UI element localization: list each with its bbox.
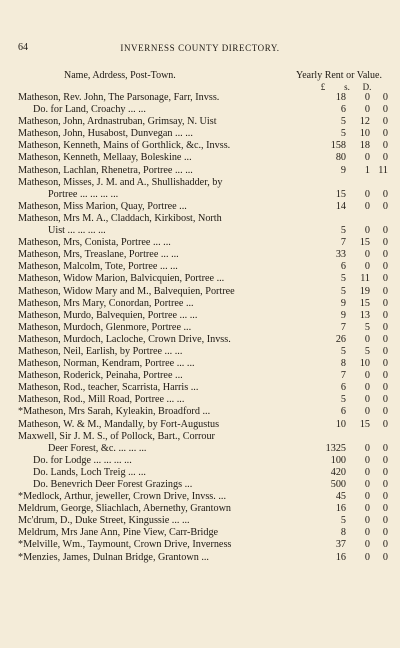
entry-pence: 0 [382, 442, 388, 454]
entry-pence: 0 [382, 225, 388, 237]
entry-shillings: 0 [364, 225, 370, 237]
entry-shillings: 5 [364, 345, 370, 357]
entry-text: Matheson, John, Ardnastruban, Grimsay, N. Uist [18, 116, 217, 128]
entry-text: Matheson, Roderick, Peinaha, Portree ... [18, 370, 183, 382]
list-item [18, 503, 386, 515]
list-item [18, 249, 386, 261]
entry-shillings: 0 [364, 333, 370, 345]
entry-pence: 0 [382, 285, 388, 297]
entry-pence: 0 [382, 370, 388, 382]
entry-pence: 0 [382, 297, 388, 309]
list-item [18, 346, 386, 358]
list-item [18, 382, 386, 394]
page-title: INVERNESS COUNTY DIRECTORY. [120, 43, 280, 53]
entry-shillings: 0 [364, 454, 370, 466]
entry-shillings: 0 [364, 503, 370, 515]
entry-text: Matheson, Neil, Earlish, by Portree ... ... [18, 345, 183, 357]
list-item [18, 201, 386, 213]
entry-shillings: 18 [359, 140, 370, 152]
entry-pence: 0 [382, 515, 388, 527]
entry-shillings: 10 [359, 128, 370, 140]
entry-text: Matheson, Malcolm, Tote, Portree ... ... [18, 261, 178, 273]
entry-pence: 0 [382, 309, 388, 321]
list-item [18, 491, 386, 503]
entry-text: *Matheson, Mrs Sarah, Kyleakin, Broadford ... [18, 406, 211, 418]
entry-text: Deer Forest, &c. ... ... ... [48, 442, 147, 454]
entry-shillings: 0 [364, 104, 370, 116]
entry-pence: 0 [382, 188, 388, 200]
entry-pounds: 7 [340, 237, 346, 249]
entry-shillings: 15 [359, 418, 370, 430]
entry-pounds: 80 [335, 152, 346, 164]
list-item [18, 527, 386, 539]
list-item [18, 177, 386, 189]
list-item [18, 104, 386, 116]
entry-shillings: 0 [364, 515, 370, 527]
entry-text: Matheson, Norman, Kendram, Portree ... ... [18, 358, 195, 370]
entry-pounds: 15 [335, 188, 346, 200]
list-item [18, 539, 386, 551]
entry-shillings: 0 [364, 466, 370, 478]
entry-pence: 0 [382, 358, 388, 370]
entry-shillings: 0 [364, 152, 370, 164]
list-item [18, 189, 386, 201]
entry-shillings: 0 [364, 200, 370, 212]
entry-pence: 0 [382, 273, 388, 285]
list-item [18, 261, 386, 273]
entry-shillings: 0 [364, 551, 370, 563]
entry-pounds: 8 [340, 358, 346, 370]
entry-pounds: 10 [335, 418, 346, 430]
entry-pence: 0 [382, 539, 388, 551]
entry-text: Meldrum, George, Sliachlach, Abernethy, Grantown [18, 503, 232, 515]
entry-pounds: 9 [340, 297, 346, 309]
entry-shillings: 0 [364, 539, 370, 551]
list-item [18, 116, 386, 128]
list-item [18, 419, 386, 431]
entry-pence: 0 [382, 551, 388, 563]
entry-text: Matheson, Murdoch, Lacloche, Crown Drive, Invss. [18, 333, 231, 345]
entry-shillings: 0 [364, 491, 370, 503]
entry-shillings: 0 [364, 406, 370, 418]
entry-text: Matheson, Mrs, Conista, Portree ... ... [18, 237, 171, 249]
entry-text: Matheson, Kenneth, Mains of Gorthlick, &c., Invss. [18, 140, 231, 152]
entry-shillings: 0 [364, 249, 370, 261]
entry-pounds: 5 [340, 394, 346, 406]
entry-shillings: 0 [364, 394, 370, 406]
entry-pounds: 1325 [325, 442, 346, 454]
entry-text: Mc'drum, D., Duke Street, Kingussie ... ... [18, 515, 190, 527]
entry-text: Matheson, Mrs Mary, Conordan, Portree ... [18, 297, 194, 309]
list-item [18, 128, 386, 140]
list-item [18, 298, 386, 310]
entry-pence: 0 [382, 104, 388, 116]
entry-text: Matheson, Lachlan, Rhenetra, Portree ... ... [18, 164, 193, 176]
entry-pence: 0 [382, 128, 388, 140]
entry-text: Matheson, Rod., teacher, Scarrista, Harris ... [18, 382, 199, 394]
entry-pounds: 100 [330, 454, 346, 466]
entry-pounds: 9 [340, 164, 346, 176]
list-item [18, 552, 386, 564]
entry-pence: 0 [382, 394, 388, 406]
entry-shillings: 0 [364, 188, 370, 200]
entry-text: Matheson, Rod., Mill Road, Portree ... ... [18, 394, 185, 406]
entry-pence: 0 [382, 382, 388, 394]
entry-pence: 0 [382, 454, 388, 466]
entry-text: Maxwell, Sir J. M. S., of Pollock, Bart., Corrour [18, 430, 215, 442]
entry-pounds: 7 [340, 370, 346, 382]
list-item [18, 515, 386, 527]
list-item [18, 431, 386, 443]
entry-pence: 0 [382, 140, 388, 152]
entry-shillings: 0 [364, 527, 370, 539]
entry-text: Matheson, W. & M., Mandally, by Fort-Augustus [18, 418, 220, 430]
entry-text: Matheson, Mrs M. A., Claddach, Kirkibost, North [18, 212, 222, 224]
entry-shillings: 0 [364, 261, 370, 273]
list-item [18, 358, 386, 370]
entry-pounds: 6 [340, 406, 346, 418]
entry-pence: 0 [382, 249, 388, 261]
entry-pence: 0 [382, 116, 388, 128]
entry-text: Matheson, Widow Mary and M., Balvequien, Portree [18, 285, 235, 297]
entry-text: Matheson, Miss Marion, Quay, Portree ... [18, 200, 187, 212]
list-item [18, 225, 386, 237]
entry-pounds: 6 [340, 382, 346, 394]
list-item [18, 273, 386, 285]
entry-pence: 0 [382, 321, 388, 333]
entry-text: Matheson, Kenneth, Mellaay, Boleskine ... [18, 152, 192, 164]
entry-text: Matheson, Rev. John, The Parsonage, Farr, Invss. [18, 92, 220, 103]
entry-pence: 0 [382, 503, 388, 515]
list-item [18, 394, 386, 406]
list-item [18, 152, 386, 164]
entry-pounds: 5 [340, 225, 346, 237]
entry-pence: 11 [378, 164, 388, 176]
list-item [18, 286, 386, 298]
entry-shillings: 15 [359, 297, 370, 309]
entry-pence: 0 [382, 333, 388, 345]
entry-shillings: 0 [364, 479, 370, 490]
list-item [18, 92, 386, 104]
list-item [18, 322, 386, 334]
list-item [18, 165, 386, 177]
entry-shillings: 13 [359, 309, 370, 321]
entry-text: Uist ... ... ... ... [48, 225, 106, 237]
entry-shillings: 19 [359, 285, 370, 297]
list-item [18, 455, 386, 467]
currency-units [318, 82, 386, 92]
entry-shillings: 0 [364, 442, 370, 454]
entry-text: Portree ... ... ... ... [48, 188, 119, 200]
entry-pence: 0 [382, 152, 388, 164]
list-item [18, 310, 386, 322]
page-header [18, 42, 382, 56]
list-item [18, 443, 386, 455]
entry-pence: 0 [382, 479, 388, 490]
entry-pounds: 6 [340, 104, 346, 116]
entry-pounds: 5 [340, 273, 346, 285]
column-header-rent: Yearly Rent or Value. [295, 70, 382, 81]
entry-text: Matheson, Widow Marion, Balvicquien, Portree ... [18, 273, 225, 285]
entry-pence: 0 [382, 237, 388, 249]
entry-pounds: 500 [330, 479, 346, 490]
entry-pounds: 420 [330, 466, 346, 478]
entry-text: Matheson, Murdoch, Glenmore, Portree ... [18, 321, 192, 333]
entry-text: Do. for Land, Croachy ... ... [33, 104, 146, 116]
entry-shillings: 15 [359, 237, 370, 249]
entry-text: Meldrum, Mrs Jane Ann, Pine View, Carr-Bridge [18, 527, 219, 539]
list-item [18, 334, 386, 346]
entry-pounds: 5 [340, 116, 346, 128]
entry-text: Do. for Lodge ... ... ... ... [33, 454, 132, 466]
entry-text: Do. Lands, Loch Treig ... ... [33, 466, 146, 478]
entry-pence: 0 [382, 527, 388, 539]
entry-pence: 0 [382, 200, 388, 212]
list-item [18, 406, 386, 418]
entry-text: Do. Benevrich Deer Forest Grazings ... [33, 479, 193, 490]
list-item [18, 237, 386, 249]
page-number: 64 [18, 42, 28, 53]
entry-text: Matheson, Murdo, Balvequien, Portree ... ... [18, 309, 198, 321]
entry-text: Matheson, John, Husabost, Dunvegan ... ... [18, 128, 193, 140]
entry-pounds: 14 [335, 200, 346, 212]
column-header-name: Name, Adrdess, Post-Town. [64, 70, 176, 81]
entry-pounds: 18 [335, 92, 346, 103]
entry-pounds: 6 [340, 261, 346, 273]
entry-pence: 0 [382, 345, 388, 357]
entry-text: Matheson, Mrs, Treaslane, Portree ... ... [18, 249, 179, 261]
list-item [18, 479, 386, 491]
entry-pounds: 26 [335, 333, 346, 345]
entry-pounds: 37 [335, 539, 346, 551]
entry-pence: 0 [382, 466, 388, 478]
entry-shillings: 0 [364, 370, 370, 382]
entry-list [18, 92, 386, 564]
entry-pounds: 8 [340, 527, 346, 539]
entry-text: *Medlock, Arthur, jeweller, Crown Drive, Invss. ... [18, 491, 226, 503]
unit-pounds: £ [320, 82, 326, 92]
column-header [18, 70, 382, 82]
entry-shillings: 0 [364, 382, 370, 394]
entry-pence: 0 [382, 261, 388, 273]
list-item [18, 140, 386, 152]
entry-text: Matheson, Misses, J. M. and A., Shullishadder, by [18, 176, 223, 188]
entry-pounds: 33 [335, 249, 346, 261]
entry-pounds: 45 [335, 491, 346, 503]
entry-shillings: 5 [364, 321, 370, 333]
entry-pence: 0 [382, 491, 388, 503]
entry-text: *Menzies, James, Dulnan Bridge, Grantown ... [18, 551, 209, 563]
entry-pounds: 158 [330, 140, 346, 152]
entry-shillings: 11 [360, 273, 370, 285]
entry-pounds: 5 [340, 128, 346, 140]
entry-shillings: 12 [359, 116, 370, 128]
list-item [18, 213, 386, 225]
list-item [18, 370, 386, 382]
entry-pounds: 16 [335, 551, 346, 563]
entry-pounds: 5 [340, 515, 346, 527]
entry-pence: 0 [382, 92, 388, 103]
entry-pounds: 5 [340, 345, 346, 357]
entry-pounds: 7 [340, 321, 346, 333]
entry-shillings: 10 [359, 358, 370, 370]
entry-pence: 0 [382, 406, 388, 418]
unit-shillings: s. [344, 82, 350, 92]
entry-text: *Melville, Wm., Taymount, Crown Drive, Inverness [18, 539, 232, 551]
entry-shillings: 0 [364, 92, 370, 103]
entry-pounds: 9 [340, 309, 346, 321]
entry-pounds: 5 [340, 285, 346, 297]
list-item [18, 467, 386, 479]
unit-pence: D. [362, 82, 372, 92]
entry-pounds: 16 [335, 503, 346, 515]
entry-pence: 0 [382, 418, 388, 430]
entry-shillings: 1 [364, 164, 370, 176]
